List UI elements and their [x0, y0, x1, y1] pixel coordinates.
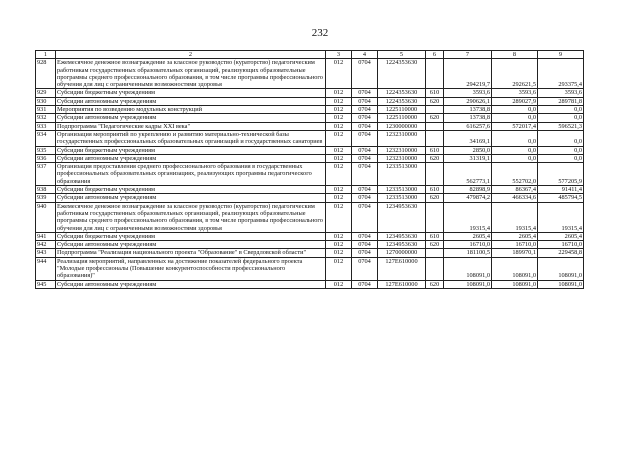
cell-v9: 0,0 — [538, 146, 584, 154]
cell-v9: 108091,0 — [538, 257, 584, 280]
header-cell: 4 — [352, 51, 378, 59]
cell-c5: 1224353630 — [378, 97, 426, 105]
cell-c3: 012 — [326, 114, 352, 122]
cell-c5: 1233513000 — [378, 163, 426, 186]
cell-c6 — [426, 249, 444, 257]
cell-c4: 0704 — [352, 122, 378, 130]
cell-v8: 289027,9 — [492, 97, 538, 105]
cell-v7: 19315,4 — [444, 202, 492, 232]
table-row — [36, 154, 584, 162]
cell-v9: 0,0 — [538, 154, 584, 162]
cell-v8: 292621,5 — [492, 59, 538, 89]
table-row — [36, 186, 584, 194]
cell-c5: 1234953630 — [378, 232, 426, 240]
cell-v7: 108091,0 — [444, 280, 492, 288]
cell-name: Субсидии автономным учреждениям — [56, 114, 326, 122]
cell-v7: 2605,4 — [444, 232, 492, 240]
cell-c3: 012 — [326, 232, 352, 240]
table-row — [36, 241, 584, 249]
cell-v8: 16710,0 — [492, 241, 538, 249]
cell-v8: 86367,4 — [492, 186, 538, 194]
cell-c5: 1234953630 — [378, 241, 426, 249]
cell-n: 941 — [36, 232, 56, 240]
cell-c3: 012 — [326, 280, 352, 288]
cell-v7: 294219,7 — [444, 59, 492, 89]
cell-c4: 0704 — [352, 163, 378, 186]
cell-c3: 012 — [326, 89, 352, 97]
cell-n: 943 — [36, 249, 56, 257]
cell-c4: 0704 — [352, 130, 378, 146]
cell-v8: 0,0 — [492, 146, 538, 154]
cell-c5: 1232310000 — [378, 130, 426, 146]
cell-c4: 0704 — [352, 106, 378, 114]
cell-c3: 012 — [326, 146, 352, 154]
table-row — [36, 194, 584, 202]
cell-v9: 289781,8 — [538, 97, 584, 105]
cell-c5: 1233513000 — [378, 194, 426, 202]
cell-v7: 479874,2 — [444, 194, 492, 202]
header-cell: 7 — [444, 51, 492, 59]
header-row — [36, 51, 584, 59]
cell-c5: 1225110000 — [378, 114, 426, 122]
cell-v8: 0,0 — [492, 130, 538, 146]
budget-table — [35, 50, 584, 289]
cell-v9: 19315,4 — [538, 202, 584, 232]
cell-c6 — [426, 59, 444, 89]
cell-n: 932 — [36, 114, 56, 122]
cell-c4: 0704 — [352, 194, 378, 202]
cell-c4: 0704 — [352, 59, 378, 89]
header-cell: 2 — [56, 51, 326, 59]
table-row — [36, 59, 584, 89]
cell-c4: 0704 — [352, 97, 378, 105]
cell-c6: 620 — [426, 97, 444, 105]
cell-v7: 616257,6 — [444, 122, 492, 130]
cell-name: Реализация мероприятий, направленных на достижение показателей федерального проекта "Молодые профессионалы (Повышение конкурентоспособности профессионального образования)" — [56, 257, 326, 280]
cell-c3: 012 — [326, 257, 352, 280]
cell-c6: 620 — [426, 114, 444, 122]
cell-name: Организация мероприятий по укреплению и развитию материально-технической базы государственных профессиональных образовательных организаций и государственных санаториев — [56, 130, 326, 146]
cell-c6: 620 — [426, 241, 444, 249]
cell-c6: 620 — [426, 154, 444, 162]
cell-n: 931 — [36, 106, 56, 114]
cell-name: Субсидии бюджетным учреждениям — [56, 89, 326, 97]
cell-n: 940 — [36, 202, 56, 232]
cell-name: Мероприятия по возведению модульных конструкций — [56, 106, 326, 114]
cell-c5: 1270000000 — [378, 249, 426, 257]
cell-v7: 290626,1 — [444, 97, 492, 105]
cell-c3: 012 — [326, 186, 352, 194]
cell-c4: 0704 — [352, 232, 378, 240]
cell-c6 — [426, 163, 444, 186]
cell-c5: 1232310000 — [378, 154, 426, 162]
cell-n: 942 — [36, 241, 56, 249]
cell-v8: 108091,0 — [492, 280, 538, 288]
cell-c3: 012 — [326, 194, 352, 202]
cell-n: 933 — [36, 122, 56, 130]
cell-c3: 012 — [326, 130, 352, 146]
cell-c6: 610 — [426, 186, 444, 194]
cell-c3: 012 — [326, 202, 352, 232]
table-row — [36, 257, 584, 280]
cell-c6: 610 — [426, 146, 444, 154]
cell-c6: 610 — [426, 232, 444, 240]
header-cell: 5 — [378, 51, 426, 59]
cell-name: Подпрограмма "Реализация национального проекта "Образование" в Свердловской области" — [56, 249, 326, 257]
table-row — [36, 232, 584, 240]
cell-v8: 0,0 — [492, 106, 538, 114]
table-row — [36, 280, 584, 288]
cell-c5: 1233513000 — [378, 186, 426, 194]
cell-v8: 552702,0 — [492, 163, 538, 186]
cell-name: Субсидии автономным учреждениям — [56, 194, 326, 202]
cell-v7: 562773,1 — [444, 163, 492, 186]
cell-name: Ежемесячное денежное вознаграждение за классное руководство (кураторство) педагогическим работникам государственных образовательных организаций, реализующих образовательные программы среднего профессионального образования, в том числе программы профессионального обучения для лиц с ограниченными возможностями здоровья — [56, 59, 326, 89]
cell-c5: 127Е610000 — [378, 280, 426, 288]
cell-c4: 0704 — [352, 114, 378, 122]
cell-c4: 0704 — [352, 280, 378, 288]
table-row — [36, 114, 584, 122]
cell-v7: 108091,0 — [444, 257, 492, 280]
cell-v7: 82898,9 — [444, 186, 492, 194]
cell-c4: 0704 — [352, 154, 378, 162]
cell-name: Субсидии бюджетным учреждениям — [56, 186, 326, 194]
header-cell: 1 — [36, 51, 56, 59]
cell-v9: 0,0 — [538, 130, 584, 146]
cell-c4: 0704 — [352, 241, 378, 249]
cell-name: Ежемесячное денежное вознаграждение за классное руководство (кураторство) педагогическим работникам государственных образовательных организаций, реализующих образовательные программы среднего профессионального образования, в том числе программы профессионального обучения для лиц с ограниченными возможностями здоровья — [56, 202, 326, 232]
table-row — [36, 146, 584, 154]
cell-v7: 31319,1 — [444, 154, 492, 162]
cell-v7: 181100,5 — [444, 249, 492, 257]
cell-n: 945 — [36, 280, 56, 288]
cell-c5: 127Е610000 — [378, 257, 426, 280]
cell-n: 928 — [36, 59, 56, 89]
cell-c3: 012 — [326, 249, 352, 257]
cell-v7: 16710,0 — [444, 241, 492, 249]
header-cell: 3 — [326, 51, 352, 59]
cell-n: 934 — [36, 130, 56, 146]
cell-v9: 3593,6 — [538, 89, 584, 97]
cell-n: 936 — [36, 154, 56, 162]
cell-c5: 1230000000 — [378, 122, 426, 130]
cell-name: Субсидии автономным учреждениям — [56, 97, 326, 105]
cell-c5: 1224353630 — [378, 89, 426, 97]
cell-name: Организация предоставления среднего профессионального образования в государственных профессиональных образовательных организациях, реализующих программы педагогического образования — [56, 163, 326, 186]
cell-v9: 108091,0 — [538, 280, 584, 288]
cell-v9: 91411,4 — [538, 186, 584, 194]
cell-c6: 610 — [426, 89, 444, 97]
cell-v8: 572017,4 — [492, 122, 538, 130]
header-cell: 9 — [538, 51, 584, 59]
cell-v9: 293375,4 — [538, 59, 584, 89]
cell-v9: 2605,4 — [538, 232, 584, 240]
cell-name: Субсидии автономным учреждениям — [56, 280, 326, 288]
cell-c3: 012 — [326, 59, 352, 89]
cell-name: Субсидии бюджетным учреждениям — [56, 146, 326, 154]
cell-n: 937 — [36, 163, 56, 186]
cell-v7: 13738,8 — [444, 114, 492, 122]
cell-c5: 1225110000 — [378, 106, 426, 114]
cell-v9: 485794,5 — [538, 194, 584, 202]
cell-v9: 596521,3 — [538, 122, 584, 130]
cell-v9: 0,0 — [538, 114, 584, 122]
cell-c3: 012 — [326, 122, 352, 130]
cell-v8: 0,0 — [492, 154, 538, 162]
cell-n: 935 — [36, 146, 56, 154]
cell-c6 — [426, 130, 444, 146]
cell-v8: 108091,0 — [492, 257, 538, 280]
cell-c4: 0704 — [352, 257, 378, 280]
cell-n: 938 — [36, 186, 56, 194]
cell-n: 944 — [36, 257, 56, 280]
table-row — [36, 163, 584, 186]
header-cell: 6 — [426, 51, 444, 59]
cell-c6: 620 — [426, 194, 444, 202]
cell-v8: 2605,4 — [492, 232, 538, 240]
table-row — [36, 89, 584, 97]
cell-c3: 012 — [326, 163, 352, 186]
cell-n: 929 — [36, 89, 56, 97]
cell-c6 — [426, 122, 444, 130]
cell-v9: 229458,8 — [538, 249, 584, 257]
table-row — [36, 130, 584, 146]
cell-c3: 012 — [326, 241, 352, 249]
cell-v9: 16710,0 — [538, 241, 584, 249]
cell-c5: 1232310000 — [378, 146, 426, 154]
table-row — [36, 122, 584, 130]
cell-v7: 3593,6 — [444, 89, 492, 97]
cell-c6: 620 — [426, 280, 444, 288]
cell-c6 — [426, 257, 444, 280]
table-row — [36, 249, 584, 257]
cell-c4: 0704 — [352, 202, 378, 232]
cell-v8: 19315,4 — [492, 202, 538, 232]
cell-v8: 3593,6 — [492, 89, 538, 97]
cell-c5: 1234953630 — [378, 202, 426, 232]
cell-name: Подпрограмма "Педагогические кадры XXI века" — [56, 122, 326, 130]
cell-c4: 0704 — [352, 146, 378, 154]
cell-v8: 466334,6 — [492, 194, 538, 202]
header-cell: 8 — [492, 51, 538, 59]
table-row — [36, 106, 584, 114]
cell-v9: 0,0 — [538, 106, 584, 114]
cell-c3: 012 — [326, 97, 352, 105]
page-number: 232 — [311, 27, 329, 39]
cell-n: 939 — [36, 194, 56, 202]
cell-v8: 0,0 — [492, 114, 538, 122]
cell-name: Субсидии автономным учреждениям — [56, 154, 326, 162]
cell-c6 — [426, 106, 444, 114]
cell-v9: 577205,9 — [538, 163, 584, 186]
cell-v8: 189970,1 — [492, 249, 538, 257]
cell-n: 930 — [36, 97, 56, 105]
cell-v7: 2850,0 — [444, 146, 492, 154]
cell-v7: 34169,1 — [444, 130, 492, 146]
cell-c4: 0704 — [352, 186, 378, 194]
table-row — [36, 202, 584, 232]
table-row — [36, 97, 584, 105]
cell-name: Субсидии автономным учреждениям — [56, 241, 326, 249]
cell-v7: 13738,8 — [444, 106, 492, 114]
cell-c6 — [426, 202, 444, 232]
cell-c4: 0704 — [352, 249, 378, 257]
cell-c5: 1224353630 — [378, 59, 426, 89]
cell-c4: 0704 — [352, 89, 378, 97]
cell-name: Субсидии бюджетным учреждениям — [56, 232, 326, 240]
cell-c3: 012 — [326, 154, 352, 162]
cell-c3: 012 — [326, 106, 352, 114]
